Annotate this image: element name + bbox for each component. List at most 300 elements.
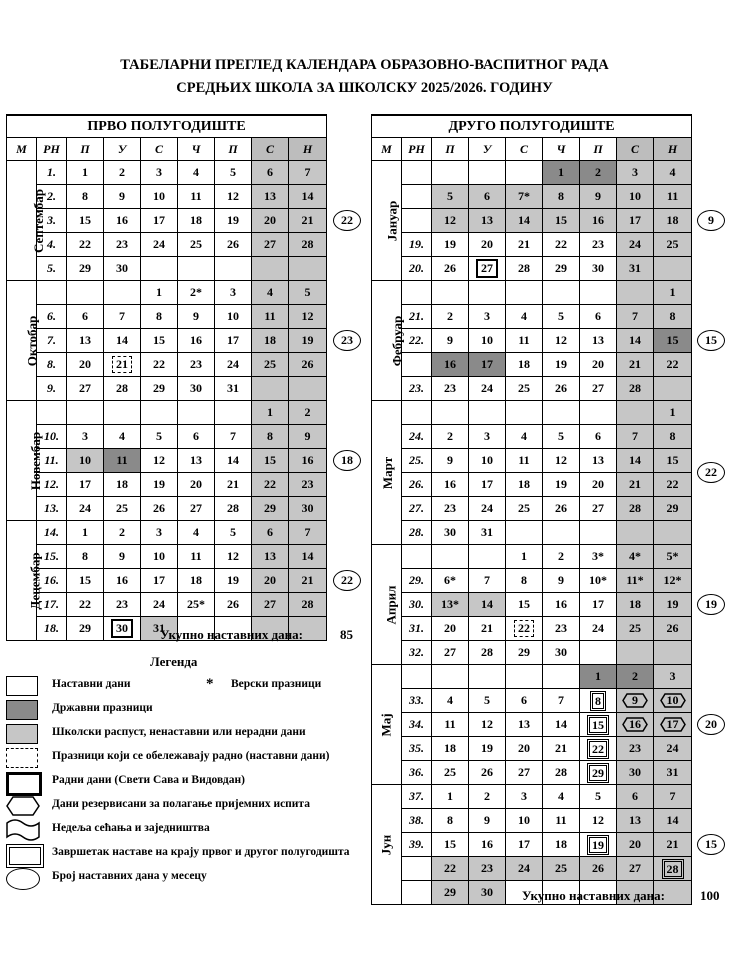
column-header: РН	[402, 138, 432, 161]
month-label: Децембар	[7, 521, 37, 641]
week-number	[37, 281, 67, 305]
day-cell: 2	[469, 785, 506, 809]
day-cell: 11*	[617, 569, 654, 593]
day-cell: 3	[67, 425, 104, 449]
week-row	[372, 761, 692, 785]
week-number: 17.	[37, 593, 67, 617]
day-cell: 8	[543, 185, 580, 209]
day-cell: 15	[543, 209, 580, 233]
day-cell	[580, 401, 617, 425]
day-cell: 5	[215, 161, 252, 185]
day-cell: 13	[178, 449, 215, 473]
day-cell: 11	[432, 713, 469, 737]
day-cell	[215, 401, 252, 425]
legend-swatch	[6, 772, 42, 796]
column-header: РН	[37, 138, 67, 161]
day-cell: 14	[617, 329, 654, 353]
day-cell: 10	[215, 305, 252, 329]
column-header: П	[432, 138, 469, 161]
day-cell	[654, 521, 692, 545]
day-cell: 6	[469, 185, 506, 209]
week-row	[372, 497, 692, 521]
week-row	[372, 521, 692, 545]
day-cell: 27	[506, 761, 543, 785]
week-row	[372, 689, 692, 713]
day-cell: 24	[469, 497, 506, 521]
day-cell: 7	[289, 161, 327, 185]
month-day-count: 9	[697, 210, 725, 231]
week-number: 21.	[402, 305, 432, 329]
day-cell: 3	[654, 665, 692, 689]
week-number: 2.	[37, 185, 67, 209]
day-cell: 23	[178, 353, 215, 377]
day-cell: 20	[67, 353, 104, 377]
document-title-line1: ТАБЕЛАРНИ ПРЕГЛЕД КАЛЕНДАРА ОБРАЗОВНО-ВАСПИТНОГ РАДА	[120, 57, 609, 73]
day-cell: 10	[67, 449, 104, 473]
month-day-count: 18	[333, 450, 361, 471]
day-cell: 16	[543, 593, 580, 617]
document-title-line2: СРЕДЊИХ ШКОЛА ЗА ШКОЛСКУ 2025/2026. ГОДИНУ	[176, 80, 553, 96]
week-row	[372, 713, 692, 737]
week-number	[402, 665, 432, 689]
day-cell: 30	[178, 377, 215, 401]
day-cell: 7	[215, 425, 252, 449]
day-cell: 5*	[654, 545, 692, 569]
day-cell: 19	[543, 473, 580, 497]
day-cell: 1	[543, 161, 580, 185]
week-row	[372, 449, 692, 473]
week-row	[7, 281, 327, 305]
week-row	[7, 569, 327, 593]
first-half-total-label: Укупно наставних дана:	[160, 627, 303, 642]
day-cell: 16	[104, 569, 141, 593]
day-cell: 10	[141, 185, 178, 209]
day-cell: 11	[252, 305, 289, 329]
day-cell: 28	[506, 257, 543, 281]
day-cell: 17	[141, 569, 178, 593]
day-cell	[506, 161, 543, 185]
day-cell: 9	[432, 449, 469, 473]
day-cell: 17	[469, 353, 506, 377]
day-cell: 7	[469, 569, 506, 593]
day-cell	[141, 401, 178, 425]
week-number: 35.	[402, 737, 432, 761]
day-cell: 27	[617, 857, 654, 881]
day-cell: 13	[580, 329, 617, 353]
day-cell: 19	[141, 473, 178, 497]
day-cell: 23	[289, 473, 327, 497]
legend-item	[6, 676, 366, 696]
day-cell: 28	[543, 761, 580, 785]
day-cell: 26	[215, 593, 252, 617]
day-cell: 3	[469, 305, 506, 329]
week-row	[7, 353, 327, 377]
day-cell: 3	[215, 281, 252, 305]
day-cell: 8	[67, 185, 104, 209]
day-cell: 10	[617, 185, 654, 209]
day-cell	[252, 257, 289, 281]
day-cell: 22	[543, 233, 580, 257]
week-row	[372, 353, 692, 377]
legend-swatch	[6, 819, 40, 841]
day-cell	[469, 545, 506, 569]
day-cell	[215, 257, 252, 281]
week-row	[372, 833, 692, 857]
legend-swatch	[6, 700, 38, 720]
day-cell: 29	[654, 497, 692, 521]
day-cell: 15	[506, 593, 543, 617]
legend-item	[6, 820, 366, 840]
week-row	[372, 473, 692, 497]
day-cell: 20	[432, 617, 469, 641]
day-cell: 3	[469, 425, 506, 449]
week-row	[7, 305, 327, 329]
week-number: 6.	[37, 305, 67, 329]
day-cell: 26	[580, 857, 617, 881]
day-cell: 17	[617, 209, 654, 233]
day-cell: 12	[215, 545, 252, 569]
day-cell: 7*	[506, 185, 543, 209]
religious-holiday-label: Верски празници	[231, 678, 322, 690]
day-cell	[289, 257, 327, 281]
day-cell: 23	[543, 617, 580, 641]
column-header: С	[252, 138, 289, 161]
day-cell: 26	[141, 497, 178, 521]
day-cell: 28	[215, 497, 252, 521]
day-cell: 24	[469, 377, 506, 401]
week-number: 37.	[402, 785, 432, 809]
day-cell: 17	[469, 473, 506, 497]
day-cell: 1	[654, 281, 692, 305]
second-half-total-label: Укупно наставних дана:	[522, 888, 665, 903]
day-cell	[580, 281, 617, 305]
day-cell: 31	[215, 377, 252, 401]
second-half-table	[371, 114, 692, 905]
day-cell	[469, 665, 506, 689]
day-cell: 7	[654, 785, 692, 809]
legend-label: Државни празници	[52, 702, 153, 714]
day-cell: 17	[215, 329, 252, 353]
day-cell: 7	[617, 305, 654, 329]
day-cell: 25	[654, 233, 692, 257]
day-cell: 30	[104, 257, 141, 281]
day-cell: 10	[469, 329, 506, 353]
day-cell: 6*	[432, 569, 469, 593]
day-cell: 3	[617, 161, 654, 185]
week-number: 9.	[37, 377, 67, 401]
second-half-heading: ДРУГО ПОЛУГОДИШТЕ	[372, 115, 692, 138]
day-cell: 14	[617, 449, 654, 473]
day-cell: 28	[617, 377, 654, 401]
day-cell: 17	[141, 209, 178, 233]
day-cell: 11	[104, 449, 141, 473]
day-cell: 28	[104, 377, 141, 401]
day-cell: 29	[67, 257, 104, 281]
day-cell: 18	[654, 209, 692, 233]
week-row	[372, 425, 692, 449]
week-number: 11.	[37, 449, 67, 473]
day-cell: 23	[617, 737, 654, 761]
week-number: 39.	[402, 833, 432, 857]
week-number: 12.	[37, 473, 67, 497]
day-cell: 10	[141, 545, 178, 569]
week-number: 32.	[402, 641, 432, 665]
column-header: П	[67, 138, 104, 161]
day-cell: 19	[215, 209, 252, 233]
day-cell	[580, 641, 617, 665]
day-cell: 22	[141, 353, 178, 377]
day-cell: 5	[141, 425, 178, 449]
day-cell	[432, 161, 469, 185]
day-cell: 14	[289, 545, 327, 569]
legend-swatch	[6, 724, 38, 744]
day-cell: 20	[506, 737, 543, 761]
day-cell: 14	[215, 449, 252, 473]
day-cell: 14	[543, 713, 580, 737]
day-cell: 9	[580, 185, 617, 209]
month-label: Април	[372, 545, 402, 665]
day-cell	[432, 401, 469, 425]
day-cell: 6	[252, 521, 289, 545]
week-number: 19.	[402, 233, 432, 257]
day-cell: 30	[432, 521, 469, 545]
day-cell: 18	[252, 329, 289, 353]
week-row	[372, 209, 692, 233]
day-cell: 30	[543, 641, 580, 665]
week-row	[372, 569, 692, 593]
week-row	[372, 593, 692, 617]
week-row	[372, 665, 692, 689]
week-row	[372, 185, 692, 209]
day-cell: 22	[506, 617, 543, 641]
day-cell: 25	[543, 857, 580, 881]
week-number: 27.	[402, 497, 432, 521]
day-cell: 6	[178, 425, 215, 449]
legend-swatch	[6, 796, 40, 816]
day-cell: 15	[67, 209, 104, 233]
day-cell	[432, 281, 469, 305]
week-row	[372, 257, 692, 281]
week-row	[7, 473, 327, 497]
week-number: 10.	[37, 425, 67, 449]
day-cell: 28	[469, 641, 506, 665]
day-cell: 26	[289, 353, 327, 377]
day-cell: 4	[506, 425, 543, 449]
day-cell	[654, 377, 692, 401]
week-row	[372, 305, 692, 329]
week-row	[7, 209, 327, 233]
week-number: 33.	[402, 689, 432, 713]
month-day-count: 15	[697, 834, 725, 855]
day-cell: 5	[543, 425, 580, 449]
month-label: Март	[372, 401, 402, 545]
day-cell: 19	[580, 833, 617, 857]
day-cell: 17	[67, 473, 104, 497]
day-cell: 29	[506, 641, 543, 665]
day-cell: 2	[104, 521, 141, 545]
day-cell: 20	[252, 209, 289, 233]
day-cell: 30	[469, 881, 506, 905]
week-number	[402, 209, 432, 233]
day-cell: 12	[432, 209, 469, 233]
day-cell	[543, 401, 580, 425]
day-cell: 22	[252, 473, 289, 497]
week-number: 16.	[37, 569, 67, 593]
day-cell	[469, 401, 506, 425]
day-cell: 6	[67, 305, 104, 329]
day-cell: 1	[67, 521, 104, 545]
day-cell: 14	[104, 329, 141, 353]
first-half-total-value: 85	[340, 627, 353, 642]
day-cell: 27	[580, 497, 617, 521]
day-cell: 30	[617, 761, 654, 785]
week-number: 7.	[37, 329, 67, 353]
legend-swatch	[6, 844, 44, 868]
day-cell: 8	[67, 545, 104, 569]
day-cell: 9	[617, 689, 654, 713]
day-cell: 22	[654, 473, 692, 497]
day-cell: 2	[432, 305, 469, 329]
day-cell: 25	[617, 617, 654, 641]
column-header: У	[469, 138, 506, 161]
day-cell: 3	[141, 161, 178, 185]
day-cell	[432, 665, 469, 689]
day-cell: 3*	[580, 545, 617, 569]
legend-swatch	[6, 748, 38, 768]
day-cell: 13*	[432, 593, 469, 617]
day-cell	[506, 665, 543, 689]
day-cell: 6	[252, 161, 289, 185]
day-cell: 25*	[178, 593, 215, 617]
day-cell: 7	[617, 425, 654, 449]
day-cell: 19	[543, 353, 580, 377]
day-cell: 21	[104, 353, 141, 377]
day-cell: 20	[469, 233, 506, 257]
day-cell: 24	[506, 857, 543, 881]
day-cell: 13	[506, 713, 543, 737]
column-header: У	[104, 138, 141, 161]
day-cell: 8	[506, 569, 543, 593]
day-cell	[506, 401, 543, 425]
day-cell: 12	[141, 449, 178, 473]
week-row	[372, 233, 692, 257]
day-cell: 4	[432, 689, 469, 713]
day-cell: 14	[469, 593, 506, 617]
week-number	[402, 185, 432, 209]
column-header: М	[7, 138, 37, 161]
legend-label: Број наставних дана у месецу	[52, 870, 207, 882]
day-cell: 27	[178, 497, 215, 521]
day-cell: 20	[252, 569, 289, 593]
day-cell	[67, 401, 104, 425]
column-header: С	[141, 138, 178, 161]
day-cell: 28	[617, 497, 654, 521]
day-cell: 4	[543, 785, 580, 809]
day-cell: 18	[506, 473, 543, 497]
day-cell: 5	[543, 305, 580, 329]
week-row	[372, 377, 692, 401]
legend-item	[6, 748, 366, 768]
day-cell: 5	[215, 521, 252, 545]
day-cell: 22	[580, 737, 617, 761]
day-cell: 14	[654, 809, 692, 833]
day-cell: 4*	[617, 545, 654, 569]
day-cell: 1	[580, 665, 617, 689]
day-cell: 26	[469, 761, 506, 785]
week-number: 29.	[402, 569, 432, 593]
day-cell: 2	[432, 425, 469, 449]
week-number	[402, 353, 432, 377]
day-cell	[104, 281, 141, 305]
week-row	[7, 521, 327, 545]
day-cell: 11	[178, 545, 215, 569]
day-cell: 29	[67, 617, 104, 641]
week-row	[7, 425, 327, 449]
week-row	[7, 329, 327, 353]
day-cell: 9	[289, 425, 327, 449]
second-half-total-value: 100	[700, 888, 720, 903]
week-row	[372, 809, 692, 833]
day-cell: 11	[506, 449, 543, 473]
day-cell: 24	[215, 353, 252, 377]
day-cell: 20	[580, 353, 617, 377]
day-cell: 18	[506, 353, 543, 377]
day-cell: 29	[252, 497, 289, 521]
week-number: 18.	[37, 617, 67, 641]
day-cell: 4	[104, 425, 141, 449]
day-cell: 21	[215, 473, 252, 497]
first-half-heading: ПРВО ПОЛУГОДИШТЕ	[7, 115, 327, 138]
week-row	[7, 449, 327, 473]
day-cell	[617, 401, 654, 425]
day-cell: 10	[506, 809, 543, 833]
legend-item	[6, 772, 366, 792]
day-cell: 26	[432, 257, 469, 281]
week-number: 28.	[402, 521, 432, 545]
day-cell: 17	[654, 713, 692, 737]
day-cell	[252, 377, 289, 401]
week-row	[372, 161, 692, 185]
day-cell: 14	[289, 185, 327, 209]
legend-label: Школски распуст, ненаставни или нерадни дани	[52, 726, 306, 738]
week-row	[372, 857, 692, 881]
day-cell: 8	[654, 305, 692, 329]
day-cell: 27	[252, 233, 289, 257]
day-cell: 12*	[654, 569, 692, 593]
week-number	[402, 881, 432, 905]
day-cell: 24	[67, 497, 104, 521]
week-number: 22.	[402, 329, 432, 353]
day-cell: 27	[432, 641, 469, 665]
day-cell: 25	[506, 377, 543, 401]
day-cell: 29	[580, 761, 617, 785]
week-number: 24.	[402, 425, 432, 449]
week-number: 38.	[402, 809, 432, 833]
day-cell: 1	[67, 161, 104, 185]
week-number: 30.	[402, 593, 432, 617]
day-cell	[178, 257, 215, 281]
day-cell: 4	[654, 161, 692, 185]
legend-swatch	[6, 676, 38, 696]
day-cell: 23	[432, 497, 469, 521]
day-cell: 17	[506, 833, 543, 857]
day-cell: 18	[432, 737, 469, 761]
day-cell: 22	[654, 353, 692, 377]
day-cell: 16	[580, 209, 617, 233]
day-cell: 28	[654, 857, 692, 881]
day-cell: 26	[654, 617, 692, 641]
column-header: С	[506, 138, 543, 161]
